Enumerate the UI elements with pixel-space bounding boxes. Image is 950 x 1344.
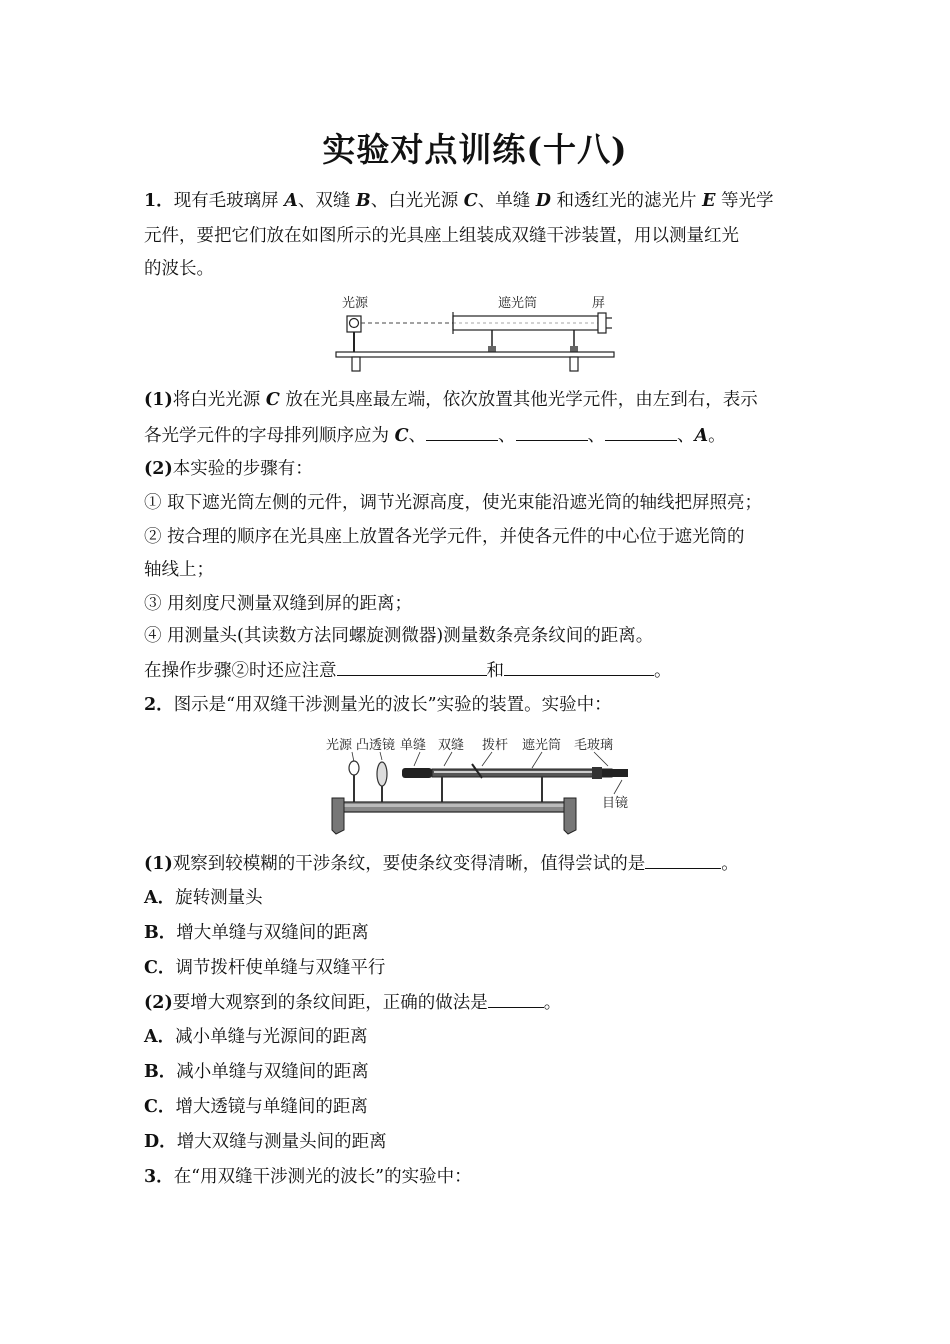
q2-part2-text: 要增大观察到的条纹间距，正确的做法是 <box>172 993 488 1013</box>
q1-text: 、双缝 <box>297 191 356 211</box>
separator: 、 <box>677 426 695 446</box>
fig2-measure-head <box>592 767 602 779</box>
q1-optical-bench-figure <box>330 292 620 376</box>
fig2-label-tube: 遮光筒 <box>522 738 562 753</box>
q2-part1-option-a[interactable] <box>144 886 808 910</box>
q2-part1-number: (1) <box>144 854 173 874</box>
q1-intro-line3: 的波长。 <box>144 259 214 279</box>
var-E: E <box>702 191 716 211</box>
q2-intro <box>144 693 808 717</box>
option-text: 旋转测量头 <box>175 888 263 908</box>
var-A: A <box>284 191 298 211</box>
separator: 、 <box>408 426 426 446</box>
separator: 、 <box>587 426 605 446</box>
answer-blank[interactable] <box>516 423 588 441</box>
period: 。 <box>654 661 672 681</box>
fig2-bulb <box>349 761 359 775</box>
option-letter: D． <box>144 1132 177 1152</box>
fig1-bulb <box>350 319 359 328</box>
q1-part1-text: 将白光光源 <box>172 390 266 410</box>
var-C: C <box>394 426 409 446</box>
option-letter: C． <box>144 1097 176 1117</box>
q1-intro-line1 <box>144 189 808 213</box>
option-text: 增大双缝与测量头间的距离 <box>176 1132 387 1152</box>
fig2-label-source: 光源 <box>326 738 353 753</box>
q1-step2-line1: ② 按合理的顺序在光具座上放置各光学元件，并使各元件的中心位于遮光筒的 <box>144 527 745 547</box>
q1-text: 、单缝 <box>477 191 536 211</box>
q1-part1-line1 <box>144 388 808 412</box>
q2-intro-text: 图示是“用双缝干涉测量光的波长”实验的装置。实验中： <box>173 695 612 715</box>
option-text: 增大单缝与双缝间的距离 <box>176 923 369 943</box>
q3-intro <box>144 1165 808 1189</box>
option-letter: A． <box>144 1027 176 1047</box>
period: 。 <box>721 854 739 874</box>
fig2-slit-holder <box>402 768 432 778</box>
fig1-label-screen: 屏 <box>592 296 606 311</box>
q1-part1-line2 <box>144 423 808 448</box>
fig1-screen <box>598 313 606 333</box>
q2-part2-number: (2) <box>144 993 173 1013</box>
q1-step3: ③ 用刻度尺测量双缝到屏的距离； <box>144 594 413 614</box>
fig2-label-lever: 拨杆 <box>482 738 509 753</box>
answer-blank[interactable] <box>605 423 677 441</box>
page-title: 实验对点训练(十八) <box>322 130 628 169</box>
var-A: A <box>694 426 709 446</box>
q2-part2-option-b[interactable] <box>144 1060 808 1084</box>
q1-intro-line2: 元件，要把它们放在如图所示的光具座上组装成双缝干涉装置，用以测量红光 <box>144 226 739 246</box>
fig2-label-lens: 凸透镜 <box>356 738 396 753</box>
q1-text: 、白光光源 <box>370 191 464 211</box>
fig2-lens <box>377 762 387 786</box>
q2-part1-option-b[interactable] <box>144 921 808 945</box>
q1-text: 等光学 <box>715 191 774 211</box>
separator: 、 <box>498 426 516 446</box>
q2-part1-option-c[interactable] <box>144 956 808 980</box>
q1-step1: ① 取下遮光筒左侧的元件，调节光源高度，使光束能沿遮光筒的轴线把屏照亮； <box>144 493 763 513</box>
option-letter: B． <box>144 923 177 943</box>
q1-number: 1． <box>144 191 174 211</box>
q1-part2-title <box>144 457 808 481</box>
note-text: 在操作步骤②时还应注意 <box>144 661 337 681</box>
q1-text: 现有毛玻璃屏 <box>173 191 285 211</box>
fig2-label-eyepiece: 目镜 <box>602 796 629 811</box>
q1-part1-text: 各光学元件的字母排列顺序应为 <box>144 426 395 446</box>
var-B: B <box>355 191 371 211</box>
q3-intro-text: 在“用双缝干涉测光的波长”的实验中： <box>173 1167 472 1187</box>
fig1-label-source: 光源 <box>342 296 369 311</box>
q2-part2-option-c[interactable] <box>144 1095 808 1119</box>
fig2-label-double-slit: 双缝 <box>438 738 465 753</box>
var-C: C <box>265 390 280 410</box>
var-C: C <box>463 191 478 211</box>
answer-blank[interactable] <box>504 658 654 676</box>
answer-blank[interactable] <box>645 851 721 869</box>
q2-apparatus-figure <box>322 734 652 838</box>
q2-number: 2． <box>144 695 174 715</box>
period: 。 <box>543 993 562 1013</box>
q1-step4: ④ 用测量头(其读数方法同螺旋测微器)测量数条亮条纹间的距离。 <box>144 626 654 646</box>
q1-part2-number: (2) <box>144 459 173 479</box>
fig2-label-ground-glass: 毛玻璃 <box>574 738 614 753</box>
fig2-eyepiece <box>602 769 628 777</box>
answer-blank[interactable] <box>337 658 487 676</box>
q1-note <box>144 658 808 683</box>
option-letter: B． <box>144 1062 177 1082</box>
fig2-label-single-slit: 单缝 <box>400 738 427 753</box>
var-D: D <box>535 191 551 211</box>
q1-part1-text: 放在光具座最左端，依次放置其他光学元件，由左到右，表示 <box>279 390 758 410</box>
option-text: 减小单缝与光源间的距离 <box>175 1027 368 1047</box>
q2-part2-option-d[interactable] <box>144 1130 808 1154</box>
option-letter: C． <box>144 958 176 978</box>
answer-blank[interactable] <box>488 990 544 1008</box>
q2-part1 <box>144 851 808 876</box>
fig1-label-tube: 遮光筒 <box>498 296 538 311</box>
period: 。 <box>708 426 726 446</box>
q1-step2-line2: 轴线上； <box>144 560 214 580</box>
option-text: 增大透镜与单缝间的距离 <box>175 1097 368 1117</box>
answer-blank[interactable] <box>426 423 498 441</box>
note-and: 和 <box>486 661 504 681</box>
fig1-bench <box>336 352 614 357</box>
q1-part2-text: 本实验的步骤有： <box>172 459 313 479</box>
option-text: 调节拨杆使单缝与双缝平行 <box>175 958 386 978</box>
q2-part2 <box>144 990 808 1015</box>
option-text: 减小单缝与双缝间的距离 <box>176 1062 369 1082</box>
q3-number: 3． <box>144 1167 174 1187</box>
q2-part1-text: 观察到较模糊的干涉条纹，要使条纹变得清晰，值得尝试的是 <box>172 854 646 874</box>
q1-part1-number: (1) <box>144 390 173 410</box>
q2-part2-option-a[interactable] <box>144 1025 808 1049</box>
q1-text: 和透红光的滤光片 <box>550 191 703 211</box>
option-letter: A． <box>144 888 176 908</box>
